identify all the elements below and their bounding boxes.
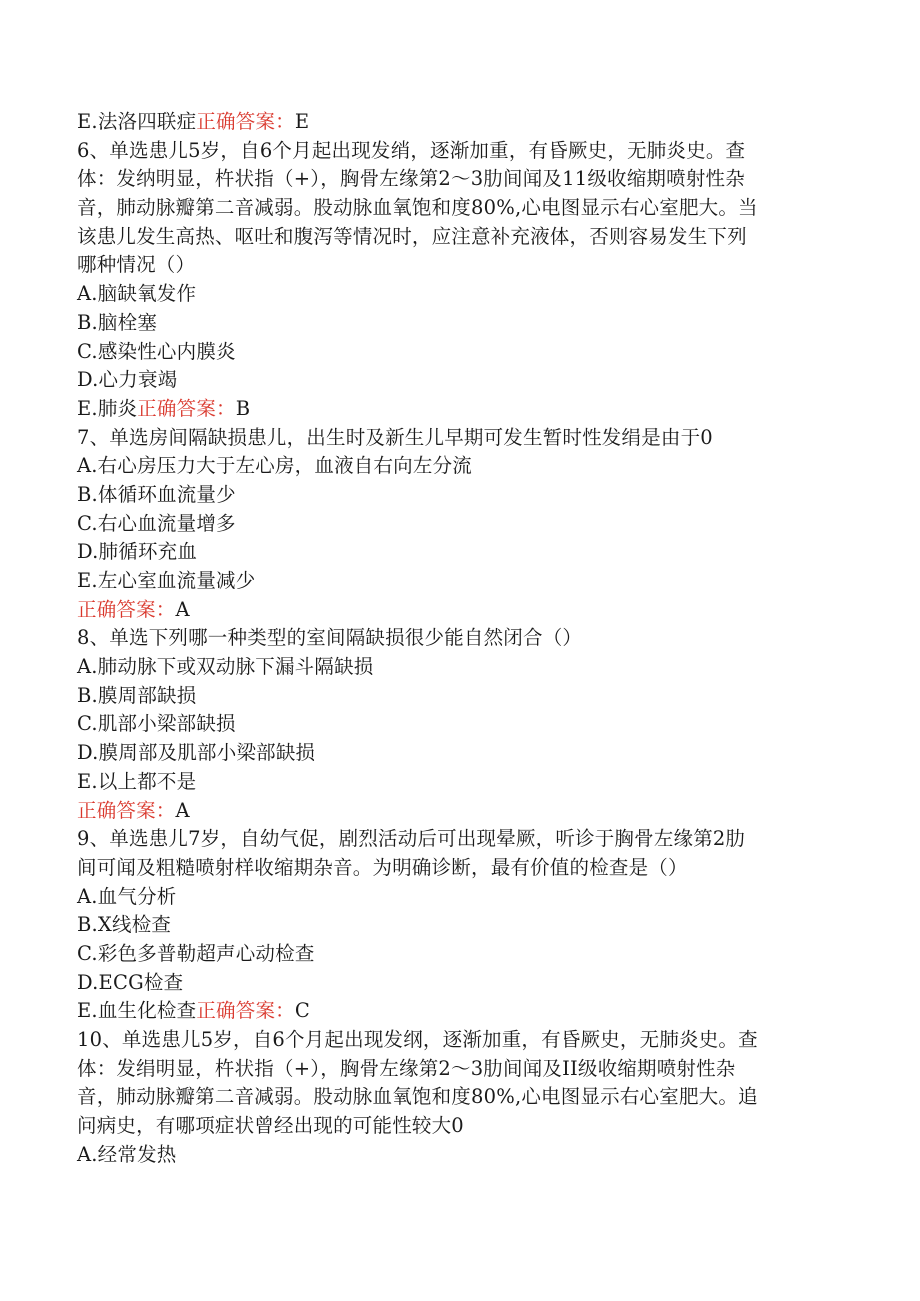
text-line bbox=[77, 911, 837, 940]
line-text: 哪种情况（） bbox=[77, 253, 196, 277]
line-text: D.膜周部及肌部小梁部缺损 bbox=[77, 741, 316, 765]
line-text: B.体循环血流量少 bbox=[77, 482, 236, 506]
line-text: E.血生化检查 bbox=[77, 999, 197, 1023]
line-text: 7、单选房间隔缺损患儿，出生时及新生儿早期可发生暂时性发绢是由于0 bbox=[77, 425, 713, 449]
correct-answer-value: E bbox=[294, 110, 310, 133]
text-line bbox=[77, 538, 837, 567]
correct-answer-label: 正确答案： bbox=[196, 110, 295, 133]
text-line bbox=[77, 797, 837, 826]
text-line bbox=[77, 452, 837, 481]
text-line bbox=[77, 338, 837, 367]
text-line bbox=[77, 481, 837, 510]
text-line bbox=[77, 366, 837, 395]
line-text: 6、单选患儿5岁，自6个月起出现发绡，逐渐加重，有昏厥史，无肺炎史。查 bbox=[77, 138, 746, 162]
text-line bbox=[77, 108, 837, 137]
line-text: A.肺动脉下或双动脉下漏斗隔缺损 bbox=[77, 655, 374, 679]
correct-answer-label: 正确答案： bbox=[77, 597, 176, 621]
line-text: D.肺循环充血 bbox=[77, 540, 198, 564]
text-line bbox=[77, 940, 837, 969]
line-text: A.经常发热 bbox=[77, 1142, 177, 1166]
text-line bbox=[77, 251, 837, 280]
line-text: A.右心房压力大于左心房，血液自右向左分流 bbox=[77, 454, 472, 478]
text-line bbox=[77, 395, 837, 424]
text-line bbox=[77, 624, 837, 653]
document-body bbox=[77, 108, 837, 1169]
line-text: B.膜周部缺损 bbox=[77, 683, 197, 707]
text-line bbox=[77, 165, 837, 194]
text-line bbox=[77, 1055, 837, 1084]
text-line bbox=[77, 1026, 837, 1055]
line-text: 该患儿发生高热、呕吐和腹泻等情况时，应注意补充液体，否则容易发生下列 bbox=[77, 224, 747, 248]
line-text: C.肌部小梁部缺损 bbox=[77, 712, 236, 736]
line-text: 问病史，有哪项症状曾经出现的可能性较大0 bbox=[77, 1114, 464, 1138]
line-text: 8、单选下列哪一种类型的室间隔缺损很少能自然闭合（） bbox=[77, 626, 583, 650]
text-line bbox=[77, 825, 837, 854]
line-text: B.X线检查 bbox=[77, 913, 172, 937]
text-line bbox=[77, 280, 837, 309]
line-text: 体：发纳明显，杵状指（+），胸骨左缘第2～3肋间闻及11级收缩期喷射性杂 bbox=[77, 167, 745, 191]
text-line bbox=[77, 1112, 837, 1141]
text-line bbox=[77, 682, 837, 711]
line-text: 体：发绢明显，杵状指（+），胸骨左缘第2～3肋间闻及II级收缩期喷射性杂 bbox=[77, 1056, 736, 1080]
line-text: B.脑栓塞 bbox=[77, 310, 158, 334]
line-text: E.左心室血流量减少 bbox=[77, 569, 256, 592]
line-text: E.以上都不是 bbox=[77, 769, 197, 793]
line-text: A.血气分析 bbox=[77, 884, 177, 908]
line-text: D.ECG检查 bbox=[77, 970, 184, 994]
line-text: 音，肺动脉瓣第二音减弱。股动脉血氧饱和度80%,心电图显示右心室肥大。当 bbox=[77, 196, 758, 220]
line-text: 间可闻及粗糙喷射样收缩期杂音。为明确诊断，最有价值的检查是（） bbox=[77, 855, 688, 879]
text-line bbox=[77, 768, 837, 797]
correct-answer-value: B bbox=[235, 396, 251, 420]
line-text: D.心力衰竭 bbox=[77, 368, 178, 392]
correct-answer-value: C bbox=[294, 999, 310, 1023]
text-line bbox=[77, 137, 837, 166]
text-line bbox=[77, 223, 837, 252]
correct-answer-value: A bbox=[175, 597, 190, 621]
line-text: 音，肺动脉瓣第二音减弱。股动脉血氧饱和度80%,心电图显示右心室肥大。追 bbox=[77, 1085, 758, 1109]
text-line bbox=[77, 739, 837, 768]
text-line bbox=[77, 710, 837, 739]
text-line bbox=[77, 424, 837, 453]
text-line bbox=[77, 854, 837, 883]
line-text: E.法洛四联症 bbox=[77, 110, 197, 133]
text-line bbox=[77, 1083, 837, 1112]
correct-answer-label: 正确答案： bbox=[77, 798, 176, 822]
line-text: E.肺炎 bbox=[77, 396, 138, 420]
line-text: C.彩色多普勒超声心动检查 bbox=[77, 941, 315, 965]
text-line bbox=[77, 596, 837, 625]
text-line bbox=[77, 997, 837, 1026]
line-text: 10、单选患儿5岁，自6个月起出现发纲，逐渐加重，有昏厥史，无肺炎史。查 bbox=[77, 1028, 758, 1051]
line-text: 9、单选患儿7岁，自幼气促，剧烈活动后可出现晕厥，听诊于胸骨左缘第2肋 bbox=[77, 827, 746, 851]
line-text: C.感染性心内膜炎 bbox=[77, 339, 236, 363]
line-text: A.脑缺氧发作 bbox=[77, 282, 197, 306]
text-line bbox=[77, 510, 837, 539]
text-line bbox=[77, 653, 837, 682]
text-line bbox=[77, 969, 837, 998]
text-line bbox=[77, 567, 837, 596]
correct-answer-label: 正确答案： bbox=[196, 999, 295, 1023]
text-line bbox=[77, 194, 837, 223]
text-line bbox=[77, 309, 837, 338]
line-text: C.右心血流量增多 bbox=[77, 511, 236, 535]
text-line bbox=[77, 883, 837, 912]
text-line bbox=[77, 1141, 837, 1170]
correct-answer-value: A bbox=[175, 798, 190, 822]
correct-answer-label: 正确答案： bbox=[137, 396, 236, 420]
